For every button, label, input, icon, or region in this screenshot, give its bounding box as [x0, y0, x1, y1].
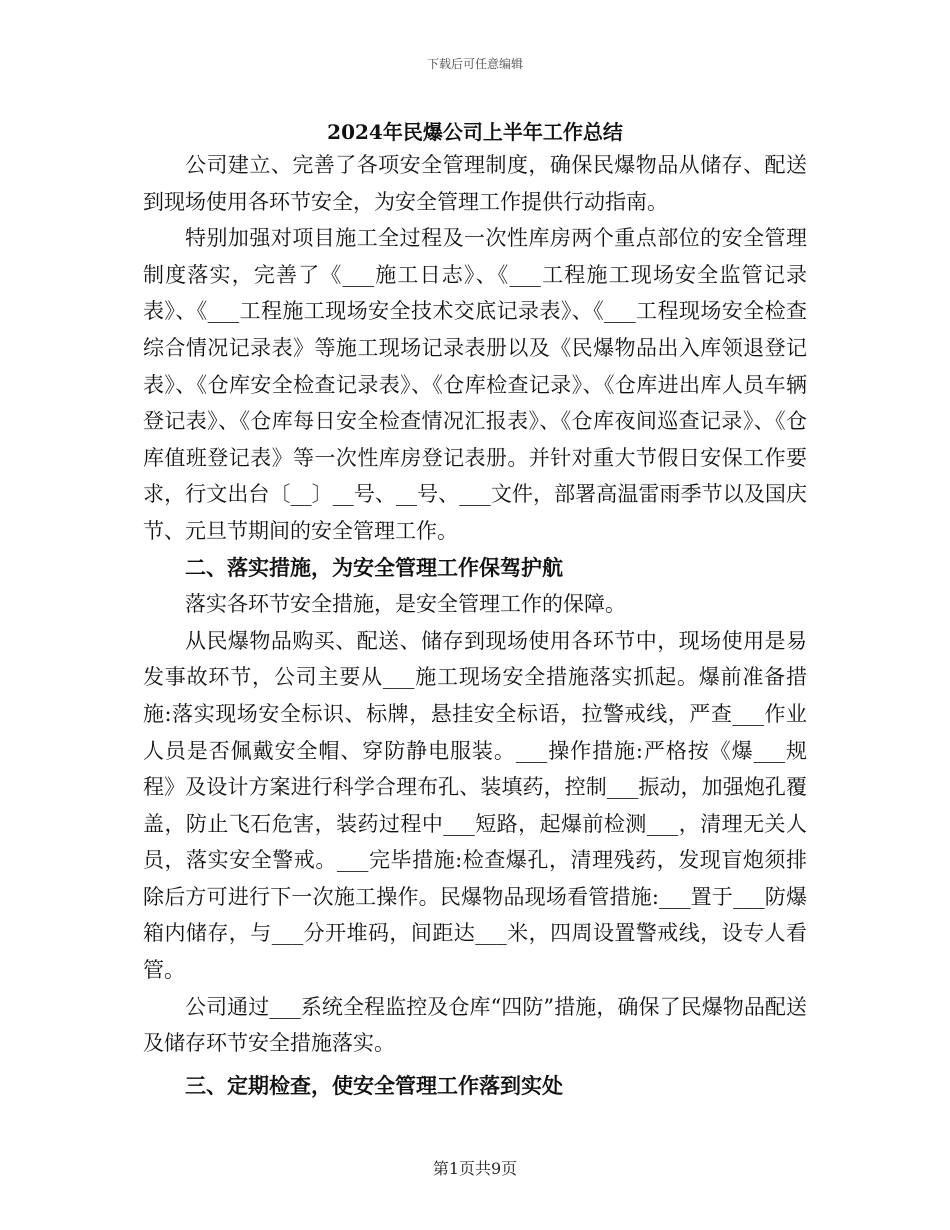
paragraph-4: 从民爆物品购买、配送、储存到现场使用各环节中，现场使用是易发事故环节，公司主要从___施工现场安全措施落实抓起。爆前准备措施:落实现场安全标识、标牌，悬挂安全标语，拉警戒线，严查___作业人员是否佩戴安全帽、穿防静电服装。___操作措施:严格按《爆___规程》及设计方案进行科学合理布孔、装填药，控制___振动，加强炮孔覆盖，防止飞石危害，装药过程中___短路，起爆前检测___，清理无关人员，落实安全警戒。___完毕措施:检查爆孔，清理残药，发现盲炮须排除后方可进行下一次施工操作。民爆物品现场看管措施:___置于___防爆箱内储存，与___分开堆码，间距达___米，四周设置警戒线，设专人看管。: [143, 628, 807, 983]
paragraph-2: 特别加强对项目施工全过程及一次性库房两个重点部位的安全管理制度落实，完善了《___施工日志》、《___工程施工现场安全监管记录表》、《___工程施工现场安全技术交底记录表》、《___工程现场安全检查综合情况记录表》等施工现场记录表册以及《民爆物品出入库领退登记表》、《仓库安全检查记录表》、《仓库检查记录》、《仓库进出库人员车辆登记表》、《仓库每日安全检查情况汇报表》、《仓库夜间巡查记录》、《仓库值班登记表》等一次性库房登记表册。并针对重大节假日安保工作要求，行文出台〔__〕__号、__号、___文件，部署高温雷雨季节以及国庆节、元旦节期间的安全管理工作。: [143, 226, 807, 543]
paragraph-1: 公司建立、完善了各项安全管理制度，确保民爆物品从储存、配送到现场使用各环节安全，为安全管理工作提供行动指南。: [143, 153, 807, 214]
document-title: 2024年民爆公司上半年工作总结: [327, 120, 623, 144]
paragraph-3: 落实各环节安全措施，是安全管理工作的保障。: [185, 592, 626, 617]
page-footer: 第1页共9页: [432, 1159, 518, 1178]
paragraph-5: 公司通过___系统全程监控及仓库“四防”措施，确保了民爆物品配送及储存环节安全措施落实。: [143, 994, 807, 1056]
document-body: [143, 147, 807, 1104]
page-header: 下载后可任意编辑: [426, 57, 523, 71]
section-heading-2: 二、落实措施，为安全管理工作保驾护航: [185, 554, 563, 580]
section-heading-3: 三、定期检查，使安全管理工作落到实处: [185, 1072, 563, 1098]
